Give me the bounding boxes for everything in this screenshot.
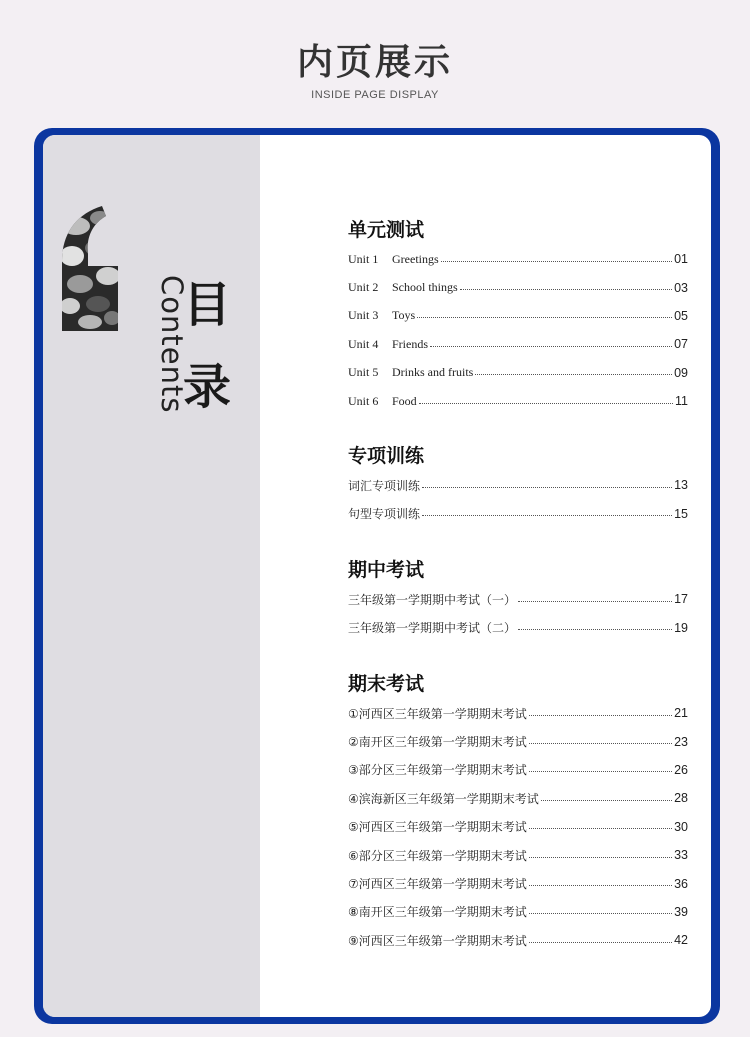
page-number: 33 <box>674 848 688 863</box>
entry-label: ⑥部分区三年级第一学期期末考试 <box>348 848 527 863</box>
page-number: 01 <box>674 252 688 267</box>
unit-label: Unit 1 <box>348 251 379 266</box>
toc-entry[interactable] <box>348 471 688 499</box>
entry-label: Greetings <box>392 251 439 266</box>
entry-label: Friends <box>392 336 428 351</box>
entry-label: ④滨海新区三年级第一学期期末考试 <box>348 791 539 806</box>
toc-entry[interactable] <box>348 359 688 387</box>
left-panel <box>43 135 260 1017</box>
leaf-photo-quote-icon <box>62 206 118 331</box>
unit-label: Unit 3 <box>348 308 379 323</box>
entry-label: 词汇专项训练 <box>348 478 421 493</box>
page-number: 26 <box>674 762 688 777</box>
page-number: 05 <box>674 308 688 323</box>
toc-entry[interactable] <box>348 273 688 301</box>
page-number: 39 <box>674 904 688 919</box>
page-number: 21 <box>674 706 688 721</box>
unit-label: Unit 2 <box>348 280 379 295</box>
entry-label: ⑨河西区三年级第一学期期末考试 <box>348 933 527 948</box>
page-number: 11 <box>675 394 688 409</box>
toc-entry[interactable] <box>348 841 688 869</box>
contents-word: Contents <box>155 275 189 414</box>
section-title: 期末考试 <box>348 673 425 695</box>
section-title: 专项训练 <box>348 445 425 467</box>
page-title: 内页展示 <box>296 42 453 83</box>
toc-entry[interactable] <box>348 898 688 926</box>
toc-entry[interactable] <box>348 302 688 330</box>
entry-label: ⑤河西区三年级第一学期期末考试 <box>348 820 527 835</box>
page-number: 36 <box>674 876 688 891</box>
entry-label: 三年级第一学期期中考试（一） <box>348 592 517 607</box>
toc-entry[interactable] <box>348 813 688 841</box>
toc-entry[interactable] <box>348 245 688 273</box>
section-unit-tests <box>348 215 688 415</box>
page-number: 13 <box>674 478 688 493</box>
page-number: 07 <box>674 337 688 352</box>
page-number: 03 <box>674 280 688 295</box>
unit-label: Unit 4 <box>348 336 379 351</box>
toc-entry[interactable] <box>348 330 688 358</box>
section-midterm <box>348 555 688 642</box>
toc-entry[interactable] <box>348 499 688 527</box>
toc-char-1: 目 <box>183 277 232 333</box>
section-title: 期中考试 <box>348 559 425 581</box>
toc-entry[interactable] <box>348 613 688 641</box>
toc-entry[interactable] <box>348 784 688 812</box>
page-number: 28 <box>674 791 688 806</box>
entry-label: ⑧南开区三年级第一学期期末考试 <box>348 905 527 920</box>
entry-label: ①河西区三年级第一学期期末考试 <box>348 706 527 721</box>
page-subtitle: INSIDE PAGE DISPLAY <box>311 89 439 101</box>
entry-label: 三年级第一学期期中考试（二） <box>348 621 517 636</box>
entry-label: School things <box>392 280 458 295</box>
toc-entry[interactable] <box>348 756 688 784</box>
entry-label: Food <box>392 393 417 408</box>
toc-entry[interactable] <box>348 926 688 954</box>
page-number: 15 <box>674 506 688 521</box>
unit-label: Unit 6 <box>348 393 379 408</box>
toc-entry[interactable] <box>348 699 688 727</box>
preview-frame <box>34 128 720 1024</box>
toc-entry[interactable] <box>348 869 688 897</box>
toc-entry[interactable] <box>348 727 688 755</box>
page-number: 19 <box>674 620 688 635</box>
section-final <box>348 669 688 955</box>
entry-label: Drinks and fruits <box>392 365 474 380</box>
entry-label: ②南开区三年级第一学期期末考试 <box>348 735 527 750</box>
entry-label: ⑦河西区三年级第一学期期末考试 <box>348 877 527 892</box>
unit-label: Unit 5 <box>348 365 379 380</box>
page-number: 42 <box>674 933 688 948</box>
page-number: 17 <box>674 592 688 607</box>
section-title: 单元测试 <box>348 219 425 241</box>
section-special-training <box>348 441 688 528</box>
page-number: 09 <box>674 365 688 380</box>
book-page <box>43 135 711 1017</box>
toc-entry[interactable] <box>348 585 688 613</box>
page-number: 30 <box>674 819 688 834</box>
toc-entry[interactable] <box>348 387 688 415</box>
entry-label: 句型专项训练 <box>348 507 421 522</box>
page-number: 23 <box>674 734 688 749</box>
toc-char-2: 录 <box>183 359 232 415</box>
entry-label: Toys <box>392 308 416 323</box>
entry-label: ③部分区三年级第一学期期末考试 <box>348 763 527 778</box>
